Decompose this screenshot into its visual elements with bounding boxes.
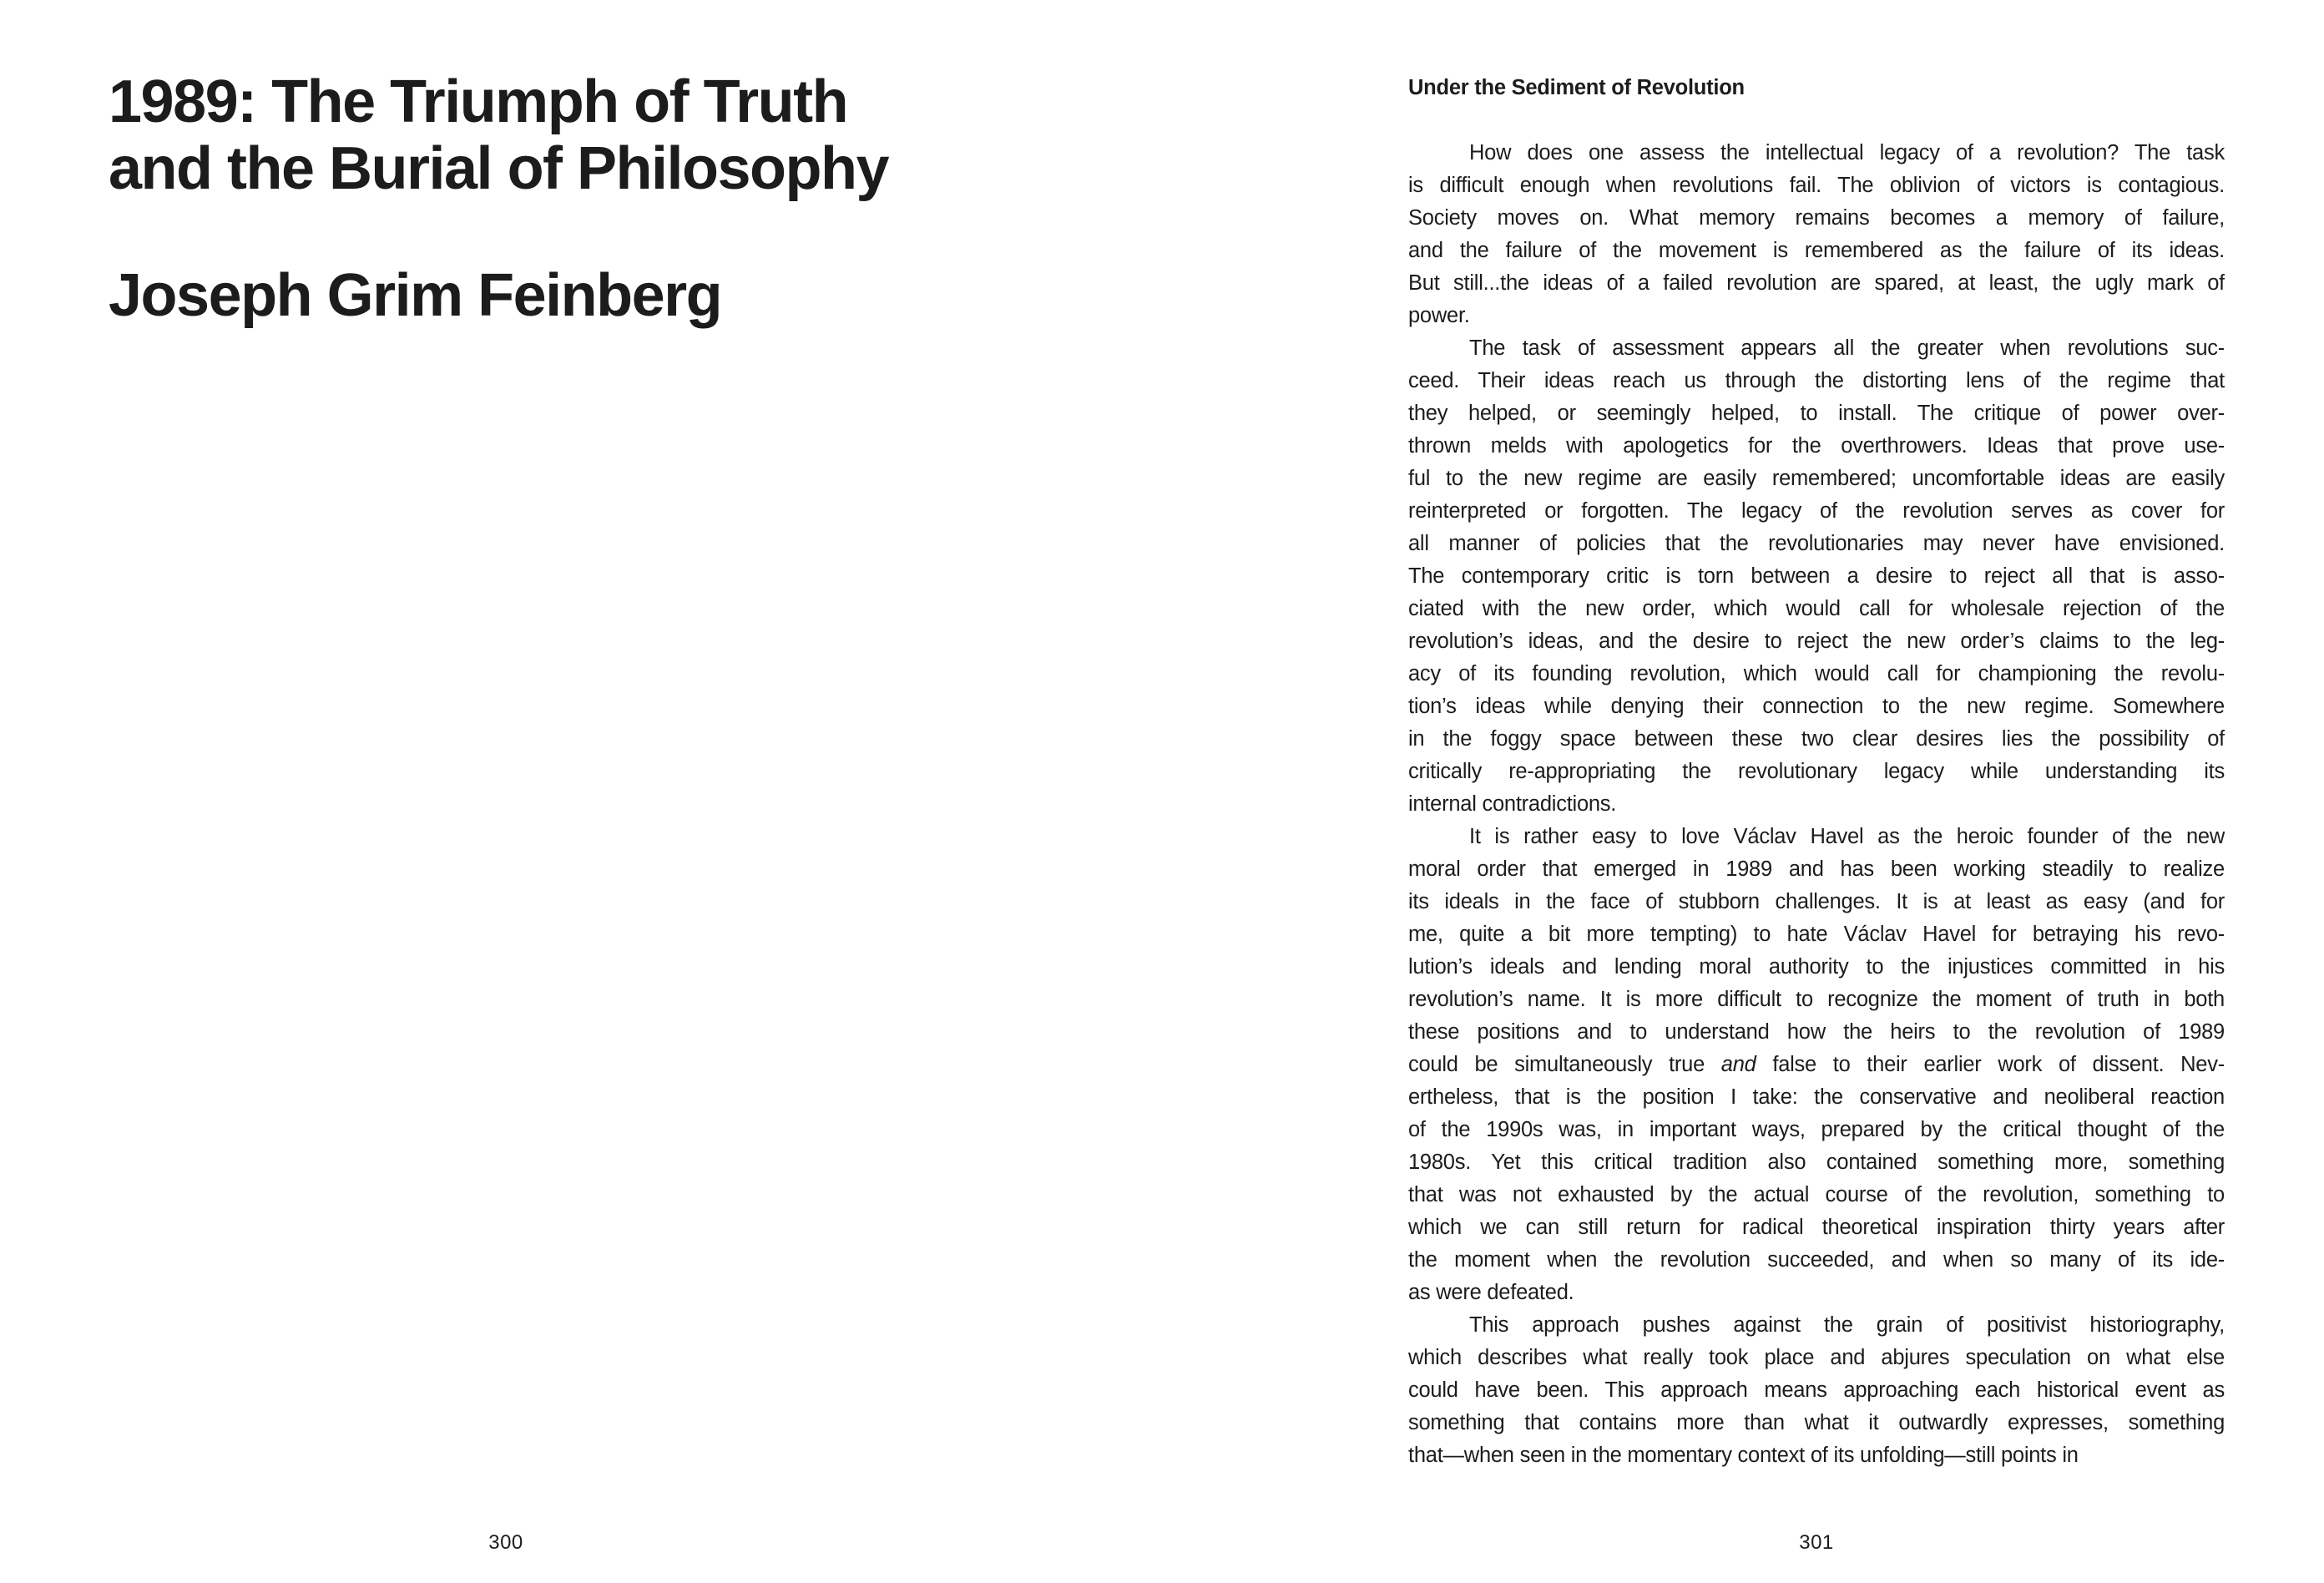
text-segment: all manner of policies that the revolutionaries may never have envisioned. — [1408, 532, 2225, 555]
section-heading: Under the Sediment of Revolution — [1408, 76, 1745, 99]
text-segment: these positions and to understand how the heirs to the revolution of 1989 — [1408, 1020, 2225, 1044]
text-segment: internal contradictions. — [1408, 792, 1617, 816]
text-segment: that—when seen in the momentary context of its unfolding—still points in — [1408, 1444, 2079, 1467]
chapter-title-line-1: 1989: The Triumph of Truth — [109, 68, 848, 135]
text-line — [1408, 1211, 2225, 1244]
text-segment: they helped, or seemingly helped, to install. The critique of power over- — [1408, 402, 2225, 425]
text-line — [1408, 984, 2225, 1016]
text-segment: Society moves on. What memory remains becomes a memory of failure, — [1408, 206, 2225, 230]
text-line — [1408, 1309, 2225, 1342]
text-line — [1408, 300, 2225, 332]
paragraph — [1408, 332, 2225, 821]
text-segment: revolution’s ideas, and the desire to reject the new order’s claims to the leg- — [1408, 630, 2225, 653]
text-line — [1408, 1342, 2225, 1374]
text-segment: ful to the new regime are easily remembered; uncomfortable ideas are easily — [1408, 467, 2225, 490]
text-line — [1408, 397, 2225, 430]
body-text — [1408, 137, 2225, 1472]
text-line — [1408, 658, 2225, 690]
text-segment: thrown melds with apologetics for the overthrowers. Ideas that prove use- — [1408, 434, 2225, 458]
text-segment: ertheless, that is the position I take: the conservative and neoliberal reaction — [1408, 1085, 2225, 1109]
heading-gap — [1408, 104, 2225, 137]
text-line — [1408, 1049, 2225, 1081]
text-line — [1408, 1146, 2225, 1179]
text-segment: could be simultaneously true — [1408, 1053, 1721, 1076]
paragraph — [1408, 821, 2225, 1309]
text-segment: The contemporary critic is torn between a desire to reject all that is asso- — [1408, 564, 2225, 588]
text-line — [1408, 918, 2225, 951]
text-segment: How does one assess the intellectual legacy of a revolution? The task — [1469, 141, 2225, 164]
paragraph — [1408, 137, 2225, 332]
text-line — [1408, 235, 2225, 267]
text-line — [1408, 332, 2225, 365]
text-segment: It is rather easy to love Václav Havel as the heroic founder of the new — [1469, 825, 2225, 848]
text-segment: power. — [1408, 304, 1470, 327]
text-line — [1408, 463, 2225, 495]
paragraph — [1408, 1309, 2225, 1472]
text-segment: the moment when the revolution succeeded, and when so many of its ide- — [1408, 1248, 2225, 1272]
text-line — [1408, 1081, 2225, 1114]
text-line — [1408, 593, 2225, 625]
text-segment: acy of its founding revolution, which would call for championing the revolu- — [1408, 662, 2225, 685]
text-segment: This approach pushes against the grain of positivist historiography, — [1469, 1313, 2225, 1337]
text-line — [1408, 267, 2225, 300]
text-line — [1408, 788, 2225, 821]
text-segment: tion’s ideas while denying their connection to the new regime. Somewhere — [1408, 695, 2225, 718]
text-segment: ceed. Their ideas reach us through the distorting lens of the regime that — [1408, 369, 2225, 392]
text-segment: critically re-appropriating the revolutionary legacy while understanding its — [1408, 760, 2225, 783]
text-line — [1408, 1374, 2225, 1407]
text-line — [1408, 723, 2225, 756]
text-segment: ciated with the new order, which would call for wholesale rejection of the — [1408, 597, 2225, 620]
text-line — [1408, 137, 2225, 169]
chapter-title-line-2: and the Burial of Philosophy — [109, 135, 889, 202]
text-line — [1408, 430, 2225, 463]
text-line — [1408, 495, 2225, 528]
text-segment: as were defeated. — [1408, 1281, 1574, 1304]
italic-text: and — [1720, 1053, 1756, 1076]
text-line — [1408, 853, 2225, 886]
chapter-title — [109, 68, 888, 202]
text-line — [1408, 625, 2225, 658]
text-line — [1408, 1277, 2225, 1309]
text-line — [1408, 756, 2225, 788]
text-line — [1408, 365, 2225, 397]
page-number-right: 301 — [1799, 1531, 1834, 1554]
text-column — [1408, 72, 2225, 1472]
text-segment: me, quite a bit more tempting) to hate Václav Havel for betraying his revo- — [1408, 923, 2225, 946]
text-line — [1408, 560, 2225, 593]
text-line — [1408, 1407, 2225, 1439]
text-line — [1408, 1244, 2225, 1277]
text-segment: false to their earlier work of dissent. Nev- — [1756, 1053, 2225, 1076]
text-line — [1408, 1179, 2225, 1211]
text-segment: in the foggy space between these two clear desires lies the possibility of — [1408, 727, 2225, 751]
text-line — [1408, 690, 2225, 723]
text-segment: could have been. This approach means approaching each historical event as — [1408, 1378, 2225, 1402]
text-segment: The task of assessment appears all the greater when revolutions suc- — [1469, 336, 2225, 360]
text-segment: which describes what really took place and abjures speculation on what else — [1408, 1346, 2225, 1369]
text-segment: 1980s. Yet this critical tradition also contained something more, something — [1408, 1151, 2225, 1174]
text-line — [1408, 886, 2225, 918]
text-line — [1408, 169, 2225, 202]
text-segment: moral order that emerged in 1989 and has been working steadily to realize — [1408, 857, 2225, 881]
text-line — [1408, 951, 2225, 984]
text-line — [1408, 1114, 2225, 1146]
text-segment: and the failure of the movement is remembered as the failure of its ideas. — [1408, 239, 2225, 262]
text-segment: its ideals in the face of stubborn challenges. It is at least as easy (and for — [1408, 890, 2225, 913]
text-line — [1408, 821, 2225, 853]
text-segment: which we can still return for radical theoretical inspiration thirty years after — [1408, 1216, 2225, 1239]
text-segment: is difficult enough when revolutions fail. The oblivion of victors is contagious. — [1408, 174, 2225, 197]
text-line — [1408, 528, 2225, 560]
text-segment: lution’s ideals and lending moral authority to the injustices committed in his — [1408, 955, 2225, 979]
text-segment: reinterpreted or forgotten. The legacy of the revolution serves as cover for — [1408, 499, 2225, 523]
author-name: Joseph Grim Feinberg — [109, 262, 722, 329]
text-segment: revolution’s name. It is more difficult to recognize the moment of truth in both — [1408, 988, 2225, 1011]
text-line — [1408, 1016, 2225, 1049]
text-line — [1408, 1439, 2225, 1472]
text-segment: that was not exhausted by the actual course of the revolution, something to — [1408, 1183, 2225, 1206]
text-segment: of the 1990s was, in important ways, prepared by the critical thought of the — [1408, 1118, 2225, 1141]
page-number-left: 300 — [488, 1531, 523, 1554]
text-segment: But still...the ideas of a failed revolution are spared, at least, the ugly mark of — [1408, 271, 2225, 295]
text-line — [1408, 202, 2225, 235]
text-segment: something that contains more than what it outwardly expresses, something — [1408, 1411, 2225, 1434]
